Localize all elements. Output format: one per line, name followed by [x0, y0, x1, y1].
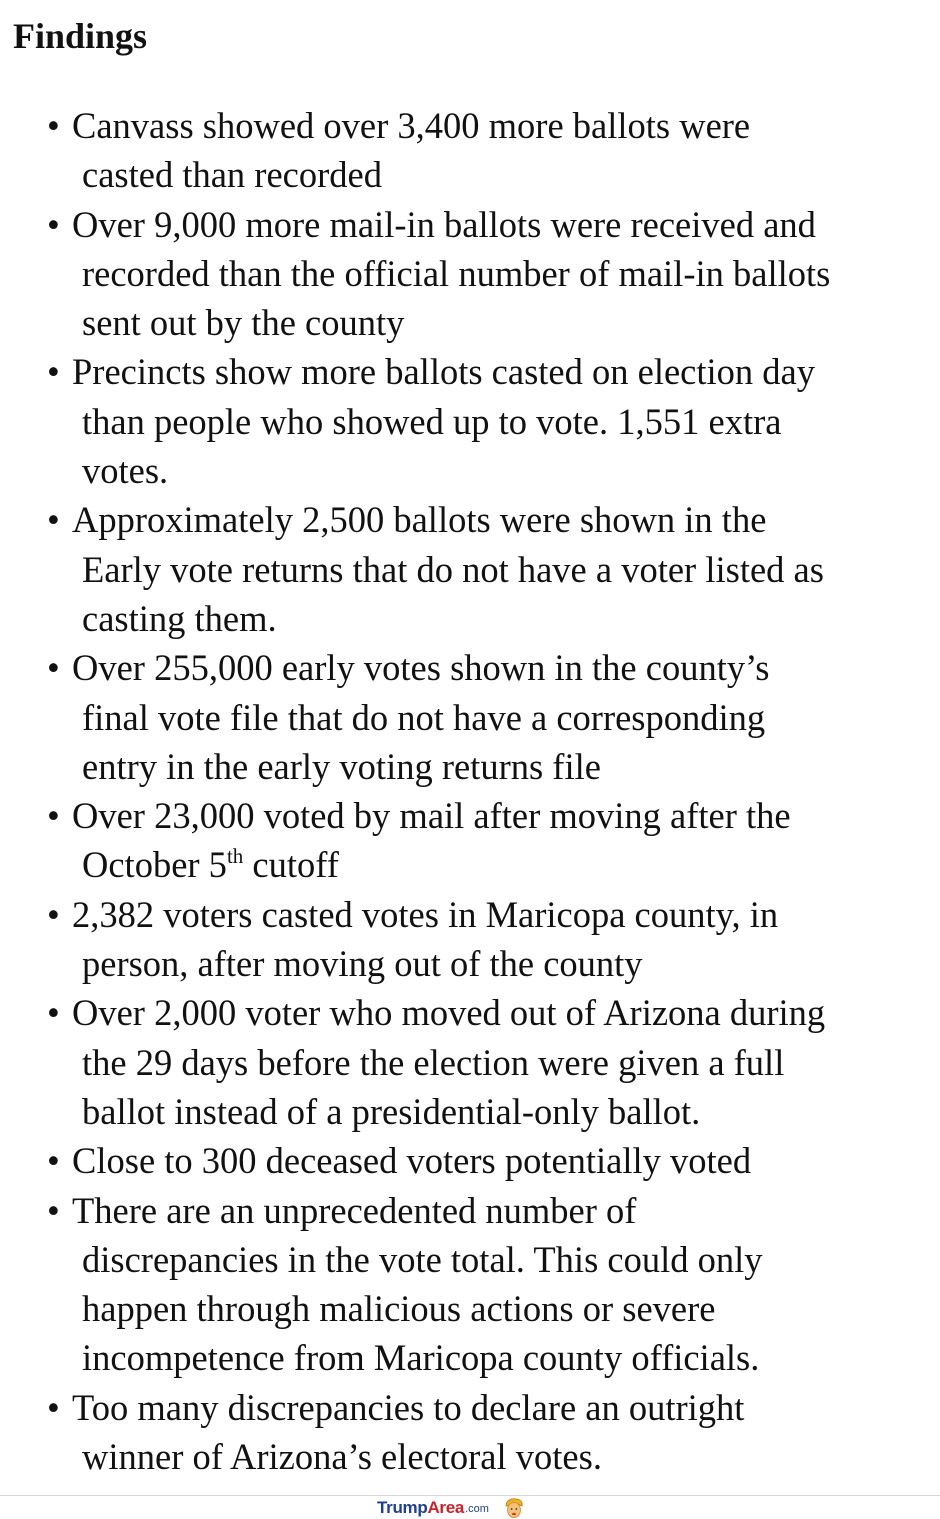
- list-item: [0, 347, 940, 495]
- logo-text-area: Area: [427, 1497, 465, 1517]
- finding-text: Over 23,000 voted by mail after moving after the October 5: [72, 795, 791, 886]
- finding-text: Approximately 2,500 ballots were shown in the Early vote returns that do not have a voter listed as casting them.: [72, 499, 824, 639]
- list-item: [0, 988, 940, 1136]
- finding-text: Over 255,000 early votes shown in the county’s final vote file that do not have a corresponding entry in the early voting returns file: [72, 647, 770, 787]
- finding-text: Too many discrepancies to declare an outright winner of Arizona’s electoral votes.: [72, 1386, 745, 1478]
- site-logo-link[interactable]: [377, 1496, 525, 1519]
- list-item: [0, 495, 940, 643]
- finding-text: There are an unprecedented number of discrepancies in the vote total. This could only happen through malicious actions or severe incompetence from Maricopa county officials.: [72, 1189, 763, 1379]
- findings-list: [0, 101, 940, 1481]
- finding-text-tail: cutoff: [243, 844, 339, 886]
- list-item: [0, 890, 940, 989]
- logo-text-com: .com: [465, 1503, 489, 1515]
- bullet: •: [47, 992, 60, 1034]
- list-item: [0, 791, 940, 890]
- list-item: [0, 200, 940, 348]
- finding-text: Over 2,000 voter who moved out of Arizona during the 29 days before the election were given a full ballot instead of a presidential-only ballot.: [72, 992, 826, 1132]
- bullet: •: [47, 1386, 60, 1428]
- finding-text: Precincts show more ballots casted on election day than people who showed up to vote. 1,551 extra votes.: [72, 351, 815, 492]
- bullet: •: [47, 1140, 60, 1182]
- finding-text: 2,382 voters casted votes in Maricopa county, in person, after moving out of the county: [72, 893, 779, 985]
- bullet: •: [47, 1189, 60, 1231]
- bullet: •: [47, 203, 60, 245]
- bullet: •: [47, 795, 60, 837]
- ordinal-superscript: th: [226, 844, 244, 869]
- footer-watermark: [0, 1496, 940, 1519]
- bullet: •: [47, 351, 60, 393]
- list-item: [0, 1383, 940, 1482]
- bullet: •: [47, 893, 60, 935]
- bullet: •: [47, 647, 60, 689]
- bullet: •: [47, 105, 60, 146]
- trump-face-icon: [503, 1497, 525, 1519]
- list-item: [0, 1186, 940, 1383]
- list-item: [0, 643, 940, 791]
- bullet: •: [47, 499, 60, 541]
- logo-text-trump: Trump: [377, 1497, 428, 1517]
- page-title: Findings: [13, 16, 148, 56]
- finding-text: Over 9,000 more mail-in ballots were received and recorded than the official number of mail-in ballots sent out by the county: [72, 203, 831, 344]
- list-item: [0, 101, 940, 200]
- finding-text: Canvass showed over 3,400 more ballots were casted than recorded: [72, 105, 751, 196]
- list-item: [0, 1136, 940, 1185]
- finding-text: Close to 300 deceased voters potentially voted: [72, 1140, 752, 1182]
